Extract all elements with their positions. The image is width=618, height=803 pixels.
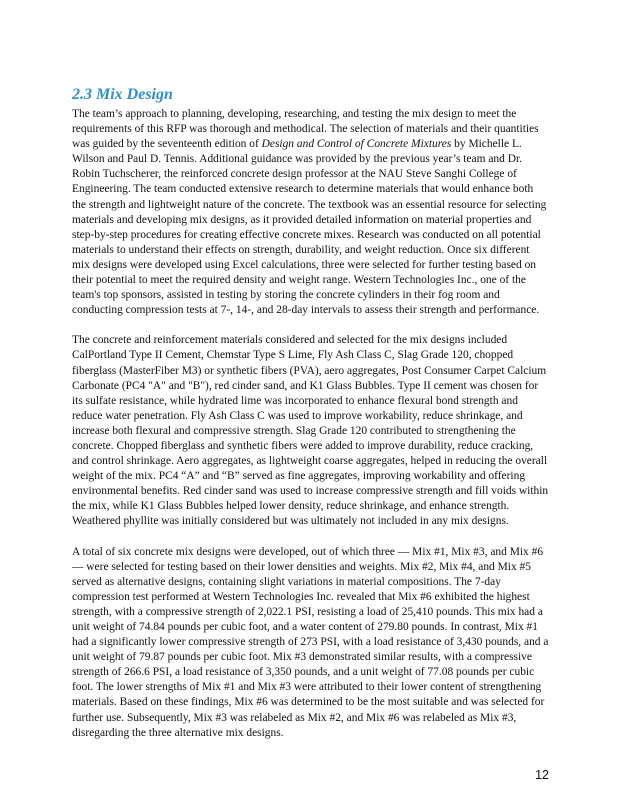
paragraph-materials: The concrete and reinforcement materials considered and selected for the mix designs included CalPortland Type II Cement, Chemstar Type S Lime, Fly Ash Class C, Slag Grade 120, chopped fiberglass (MasterFiber M3) or synthetic fibers (PVA), aero aggregates, Post Consumer Carpet Calcium Carbonate (PC4 "A" and "B"), red cinder sand, and K1 Glass Bubbles. Type II cement was chosen for its sulfate resistance, while hydrated lime was incorporated to enhance flexural bond strength and reduce water penetration. Fly Ash Class C was used to improve workability, reduce shrinkage, and increase both flexural and compressive strength. Slag Grade 120 contributed to strengthening the concrete. Chopped fiberglass and synthetic fibers were added to improve durability, reduce cracking, and control shrinkage. Aero aggregates, as lightweight coarse aggregates, helped in reducing the overall weight of the mix. PC4 “A” and “B” served as fine aggregates, improving workability and offering environmental benefits. Red cinder sand was used to increase compressive strength and fill voids within the mix, while K1 Glass Bubbles helped lower density, reduce shrinkage, and enhance strength. Weathered phyllite was initially considered but was ultimately not included in any mix designs. bbox=[72, 334, 549, 528]
paragraph-approach-text-1: The team’s approach to planning, developing, researching, and testing the mix design to meet the requirements of this RFP was thorough and methodical. The selection of materials and their quantities was guided by the seventeenth edition of bbox=[72, 108, 539, 151]
page-number: 12 bbox=[535, 768, 549, 782]
paragraph-mix-results: A total of six concrete mix designs were developed, out of which three — Mix #1, Mix #3, and Mix #6 — were selected for testing based on their lower densities and weights. Mix #2, Mix #4, and Mix #5 served as alternative designs, containing slight variations in material compositions. The 7-day compression test performed at Western Technologies Inc. revealed that Mix #6 exhibited the highest strength, with a compressive strength of 2,022.1 PSI, resisting a load of 25,410 pounds. This mix had a unit weight of 74.84 pounds per cubic foot, and a water content of 279.80 pounds. In contrast, Mix #1 had a significantly lower compressive strength of 273 PSI, with a load resistance of 3,430 pounds, and a unit weight of 79.87 pounds per cubic foot. Mix #3 demonstrated similar results, with a compressive strength of 266.6 PSI, a load resistance of 3,350 pounds, and a unit weight of 77.08 pounds per cubic foot. The lower strengths of Mix #1 and Mix #3 were attributed to their lower content of strengthening materials. Based on these findings, Mix #6 was determined to be the most suitable and was selected for further use. Subsequently, Mix #3 was relabeled as Mix #2, and Mix #6 was relabeled as Mix #3, disregarding the three alternative mix designs. bbox=[72, 545, 549, 739]
paragraph-approach-text-2: by Michelle L. Wilson and Paul D. Tennis. Additional guidance was provided by the previous year’s team and Dr. Robin Tuchscherer, the reinforced concrete design professor at the NAU Steve Sanghi College of Engineering. The team conducted extensive research to determine materials that would enhance both the strength and lightweight nature of the concrete. The textbook was an essential resource for selecting materials and developing mix designs, as it provided detailed information on material properties and step-by-step procedures for creating effective concrete mixes. Research was conducted on all potential materials to understand their effects on strength, durability, and weight reduction. Once six different mix designs were developed using Excel calculations, three were selected for further testing based on their potential to meet the required density and weight range. Western Technologies Inc., one of the team's top sponsors, assisted in testing by storing the concrete cylinders in their fog room and conducting compression tests at 7-, 14-, and 28-day intervals to assess their strength and performance. bbox=[72, 138, 547, 317]
section-heading: 2.3 Mix Design bbox=[72, 86, 173, 103]
paragraph-approach bbox=[72, 107, 550, 318]
book-title: Design and Control of Concrete Mixtures bbox=[261, 138, 452, 151]
page-content bbox=[72, 86, 550, 756]
